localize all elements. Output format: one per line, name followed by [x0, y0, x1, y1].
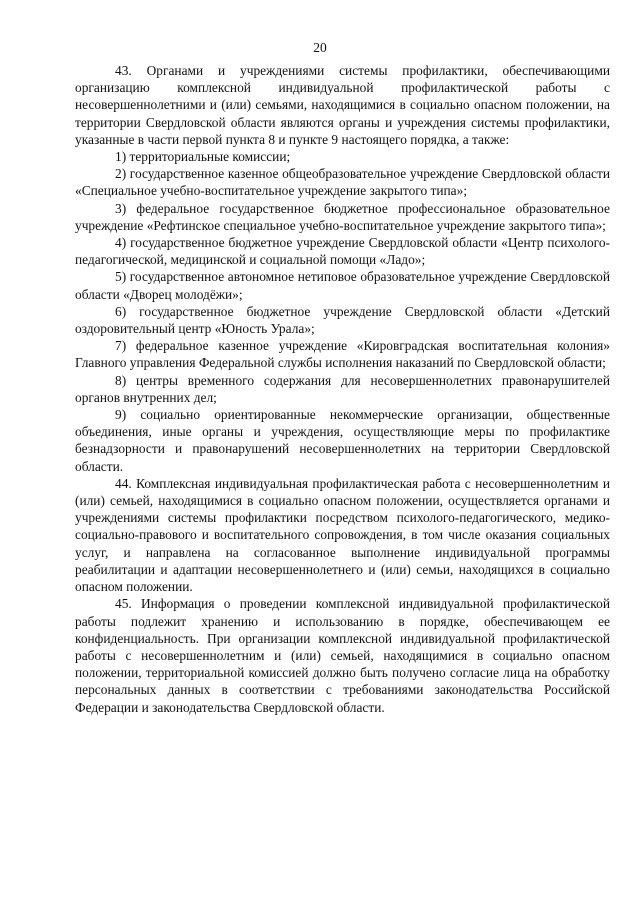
list-item-8: 8) центры временного содержания для несовершеннолетних правонарушителей органов внутренних дел; — [75, 372, 610, 405]
paragraph-43: 43. Органами и учреждениями системы профилактики, обеспечивающими организацию комплексной индивидуальной профилактической работы с несовершеннолетними и (или) семьями, находящимися в социально опасном положении, на территории Свердловской области являются органы и учреждения системы профилактики, указанные в части первой пункта 8 и пункте 9 настоящего порядка, а также: — [75, 63, 610, 147]
list-item-7: 7) федеральное казенное учреждение «Кировградская воспитательная колония» Главного управления Федеральной службы исполнения наказаний по Свердловской области; — [75, 338, 610, 371]
list-item-3: 3) федеральное государственное бюджетное профессиональное образовательное учреждение «Рефтинское специальное учебно-воспитательное учреждение закрытого типа»; — [75, 200, 610, 233]
list-item-4: 4) государственное бюджетное учреждение Свердловской области «Центр психолого-педагогической, медицинской и социальной помощи «Ладо»; — [75, 235, 610, 268]
document-body — [75, 62, 610, 716]
page-number: 20 — [313, 40, 327, 55]
list-item-9: 9) социально ориентированные некоммерческие организации, общественные объединения, иные органы и учреждения, осуществляющие меры по профилактике безнадзорности и правонарушений несовершеннолетних на территории Свердловской области. — [75, 407, 610, 474]
list-item-1: 1) территориальные комиссии; — [115, 149, 291, 165]
paragraph-45: 45. Информация о проведении комплексной индивидуальной профилактической работы подлежит хранению и использованию в порядке, обеспечивающем ее конфиденциальность. При организации комплексной индивидуальной профилактической работы с несовершеннолетним и (или) семьей, находящимися в социально опасном положении, территориальной комиссией должно быть получено согласие лица на обработку персональных данных в соответствии с требованиями законодательства Российской Федерации и законодательства Свердловской области. — [75, 596, 610, 715]
paragraph-44: 44. Комплексная индивидуальная профилактическая работа с несовершеннолетним и (или) семьей, находящимися в социально опасном положении, осуществляется органами и учреждениями системы профилактики посредством психолого-педагогического, медико-социально-правового и воспитательного сопровождения, в том числе оказания социальных услуг, и направлена на согласованное выполнение индивидуальной программы реабилитации и адаптации несовершеннолетнего и (или) семьи, находящихся в социально опасном положении. — [75, 475, 610, 595]
list-item-5: 5) государственное автономное нетиповое образовательное учреждение Свердловской области «Дворец молодёжи»; — [75, 269, 610, 302]
list-item-6: 6) государственное бюджетное учреждение Свердловской области «Детский оздоровительный центр «Юность Урала»; — [75, 303, 610, 337]
list-item-2: 2) государственное казенное общеобразовательное учреждение Свердловской области «Специальное учебно-воспитательное учреждение закрытого типа»; — [75, 166, 610, 199]
